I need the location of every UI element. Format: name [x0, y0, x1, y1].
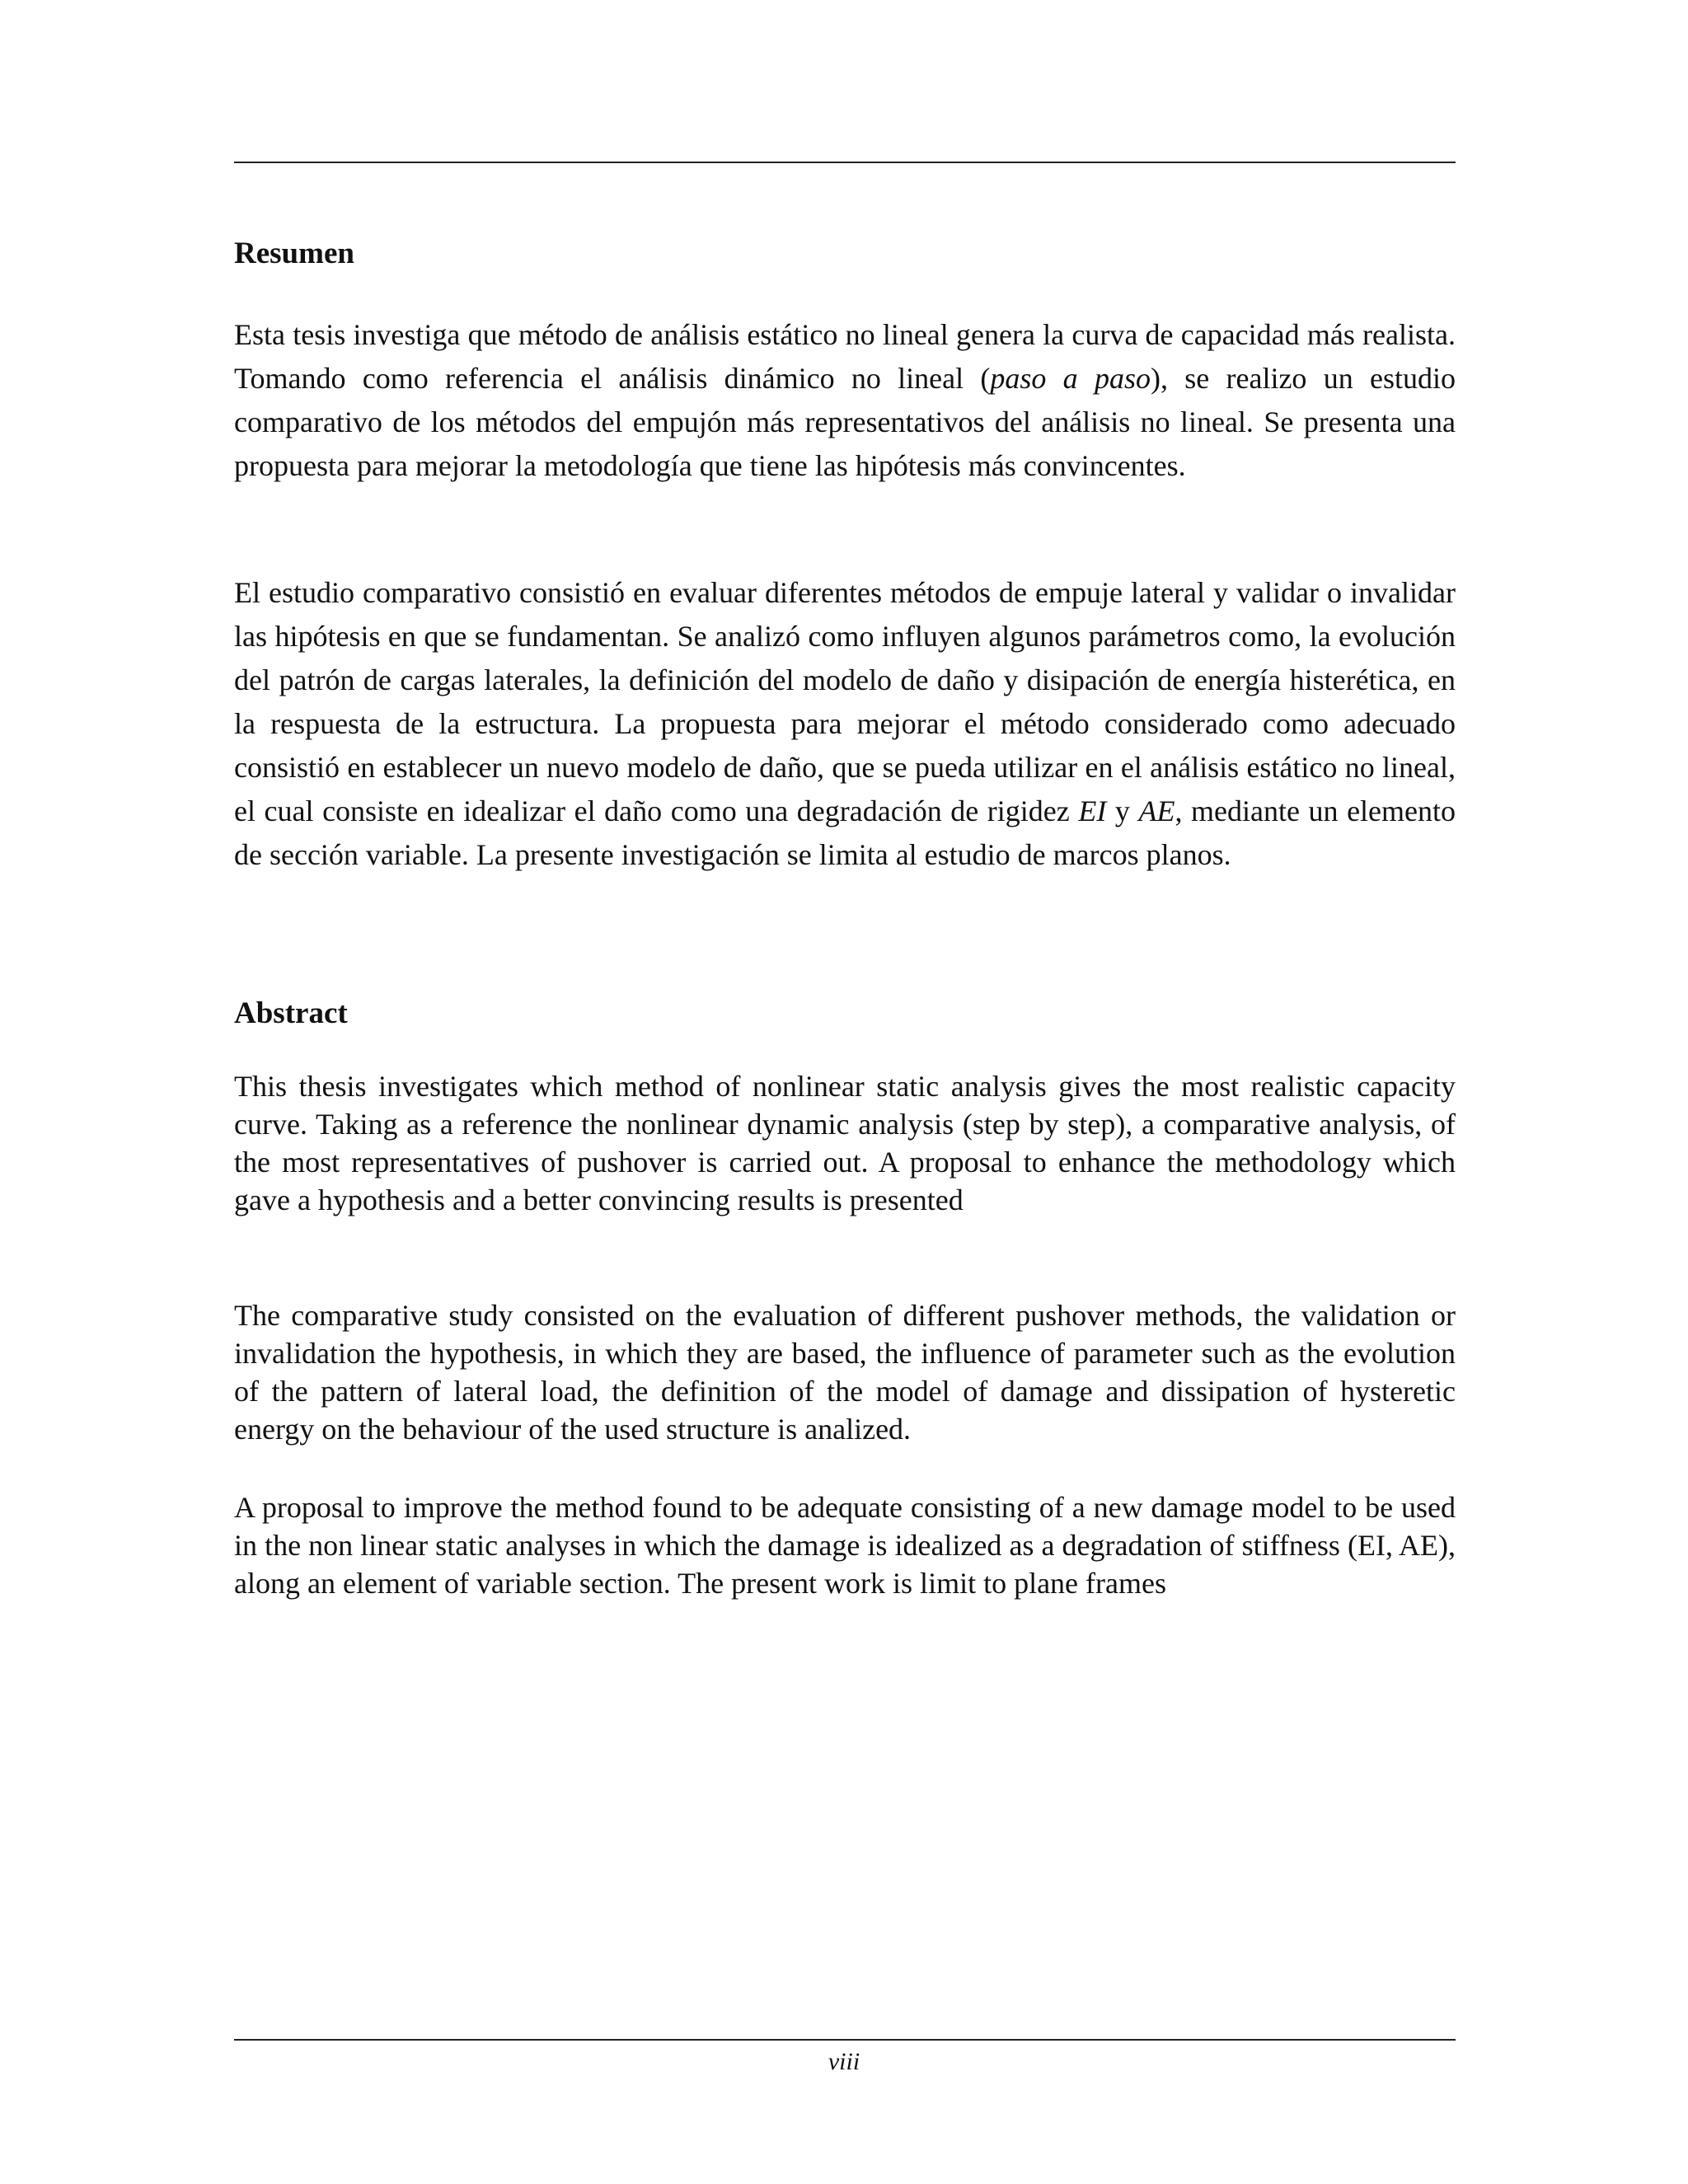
resumen-p1-text-a: Esta tesis investiga que método de análisis estático no lineal genera la curva de capacidad más realista. Tomando como referencia el análisis dinámico no lineal ( — [234, 318, 1456, 395]
resumen-heading: Resumen — [234, 237, 354, 270]
abstract-heading: Abstract — [234, 996, 348, 1030]
resumen-p2-text-a: El estudio comparativo consistió en evaluar diferentes métodos de empuje lateral y validar o invalidar las hipótesis en que se fundamentan. Se analizó como influyen algunos parámetros como, la evolución del patrón de cargas laterales, la definición del modelo de daño y disipación de energía histerética, en la respuesta de la estructura. La propuesta para mejorar el método considerado como adecuado consistió en establecer un nuevo modelo de daño, que se pueda utilizar en el análisis estático no lineal, el cual consiste en idealizar el daño como una degradación de rigidez — [234, 576, 1456, 827]
resumen-p2-italic-ae: AE — [1138, 794, 1175, 827]
resumen-p1-italic: paso a paso — [990, 362, 1151, 395]
footer-rule — [234, 2039, 1456, 2041]
resumen-p2-italic-ei: EI — [1078, 794, 1107, 827]
resumen-paragraph-1 — [234, 313, 1456, 488]
resumen-paragraph-2 — [234, 571, 1456, 877]
resumen-p2-text-b: y — [1106, 794, 1139, 827]
abstract-paragraph-3: A proposal to improve the method found to be adequate consisting of a new damage model to be used in the non linear static analyses in which the damage is idealized as a degradation of stiffness (EI, AE), along an element of variable section. The present work is limit to plane frames — [234, 1491, 1456, 1600]
page-number: viii — [828, 2048, 860, 2075]
abstract-paragraph-2: The comparative study consisted on the evaluation of different pushover methods, the validation or invalidation the hypothesis, in which they are based, the influence of parameter such as the evolution of the pattern of lateral load, the definition of the model of damage and dissipation of hysteretic energy on the behaviour of the used structure is analized. — [234, 1299, 1456, 1446]
resumen-p2-text-c: , mediante un elemento de sección variable. La presente investigación se limita al estudio de marcos planos. — [234, 794, 1456, 871]
resumen-p1-text-b: ), se realizo un estudio comparativo de los métodos del empujón más representativos del análisis no lineal. Se presenta una propuesta para mejorar la metodología que tiene las hipótesis más convincentes. — [234, 362, 1456, 482]
abstract-paragraph-1: This thesis investigates which method of nonlinear static analysis gives the most realistic capacity curve. Taking as a reference the nonlinear dynamic analysis (step by step), a comparative analysis, of the most representatives of pushover is carried out. A proposal to enhance the methodology which gave a hypothesis and a better convincing results is presented — [234, 1070, 1456, 1216]
header-rule — [234, 162, 1456, 163]
